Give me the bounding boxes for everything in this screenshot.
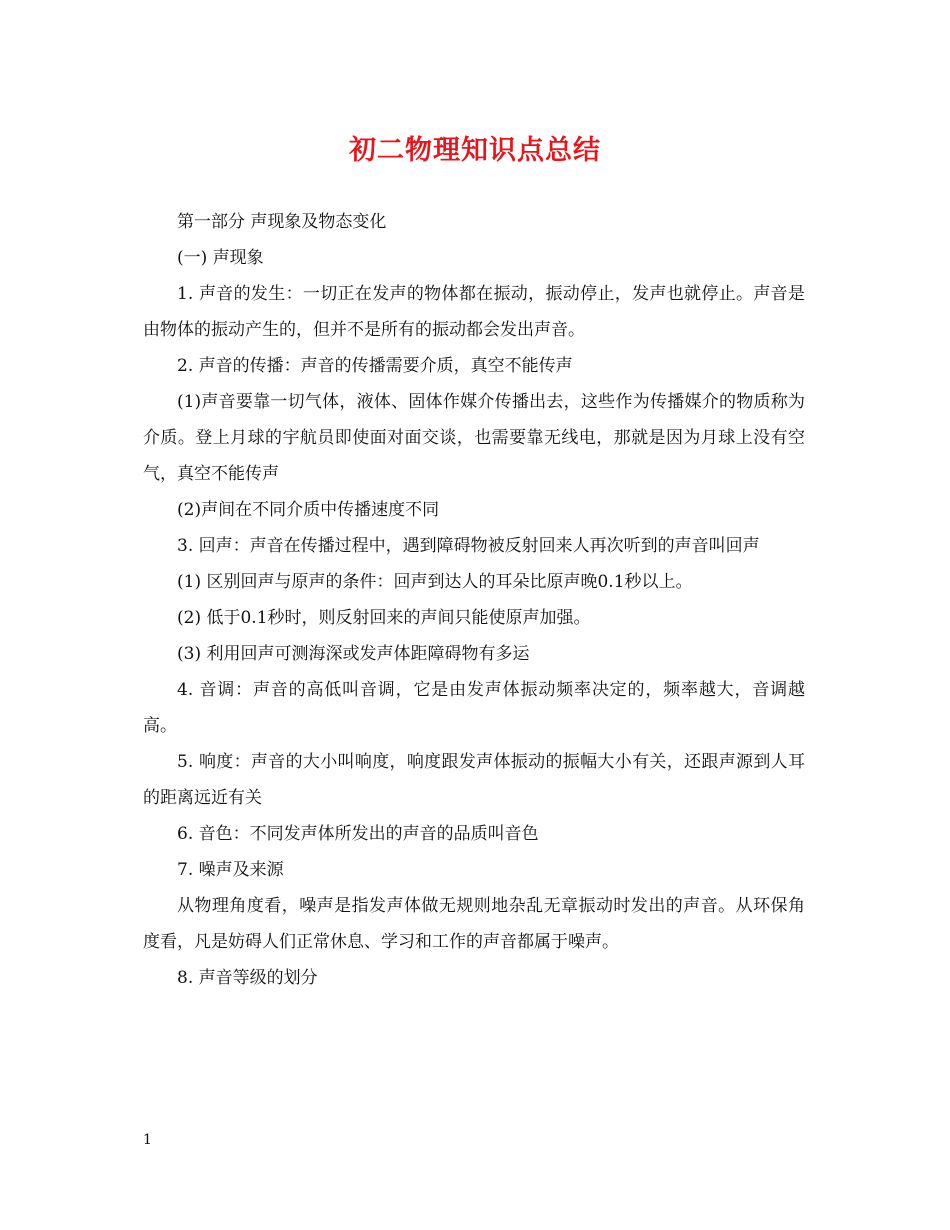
paragraph: (2) 低于0.1秒时，则反射回来的声间只能使原声加强。 <box>177 608 591 628</box>
paragraph: 从物理角度看，噪声是指发声体做无规则地杂乱无章振动时发出的声音。从环保角度看，凡是妨碍人们正常休息、学习和工作的声音都属于噪声。 <box>143 896 805 952</box>
paragraph: 8. 声音等级的划分 <box>177 968 318 988</box>
section-heading: 第一部分 声现象及物态变化 <box>177 212 387 232</box>
paragraph: (2)声间在不同介质中传播速度不同 <box>177 500 440 520</box>
paragraph: (3) 利用回声可测海深或发声体距障碍物有多运 <box>177 644 530 664</box>
paragraph: 3. 回声：声音在传播过程中，遇到障碍物被反射回来人再次听到的声音叫回声 <box>177 536 760 556</box>
paragraph: 4. 音调：声音的高低叫音调，它是由发声体振动频率决定的，频率越大，音调越高。 <box>143 680 805 736</box>
paragraph: (1)声音要靠一切气体，液体、固体作媒介传播出去，这些作为传播媒介的物质称为介质。登上月球的宇航员即使面对面交谈，也需要靠无线电，那就是因为月球上没有空气，真空不能传声 <box>143 392 805 484</box>
paragraph: 5. 响度：声音的大小叫响度，响度跟发声体振动的振幅大小有关，还跟声源到人耳的距离远近有关 <box>143 752 805 808</box>
subsection-heading: (一) 声现象 <box>177 248 264 268</box>
paragraph: 1. 声音的发生：一切正在发声的物体都在振动，振动停止，发声也就停止。声音是由物体的振动产生的，但并不是所有的振动都会发出声音。 <box>143 284 805 340</box>
paragraph: 7. 噪声及来源 <box>177 860 284 880</box>
document-title: 初二物理知识点总结 <box>349 135 601 166</box>
document-body <box>143 204 805 996</box>
paragraph: (1) 区别回声与原声的条件：回声到达人的耳朵比原声晚0.1秒以上。 <box>177 572 693 592</box>
page-number: 1 <box>143 1132 152 1148</box>
paragraph: 6. 音色：不同发声体所发出的声音的品质叫音色 <box>177 824 539 844</box>
paragraph: 2. 声音的传播：声音的传播需要介质，真空不能传声 <box>177 356 573 376</box>
